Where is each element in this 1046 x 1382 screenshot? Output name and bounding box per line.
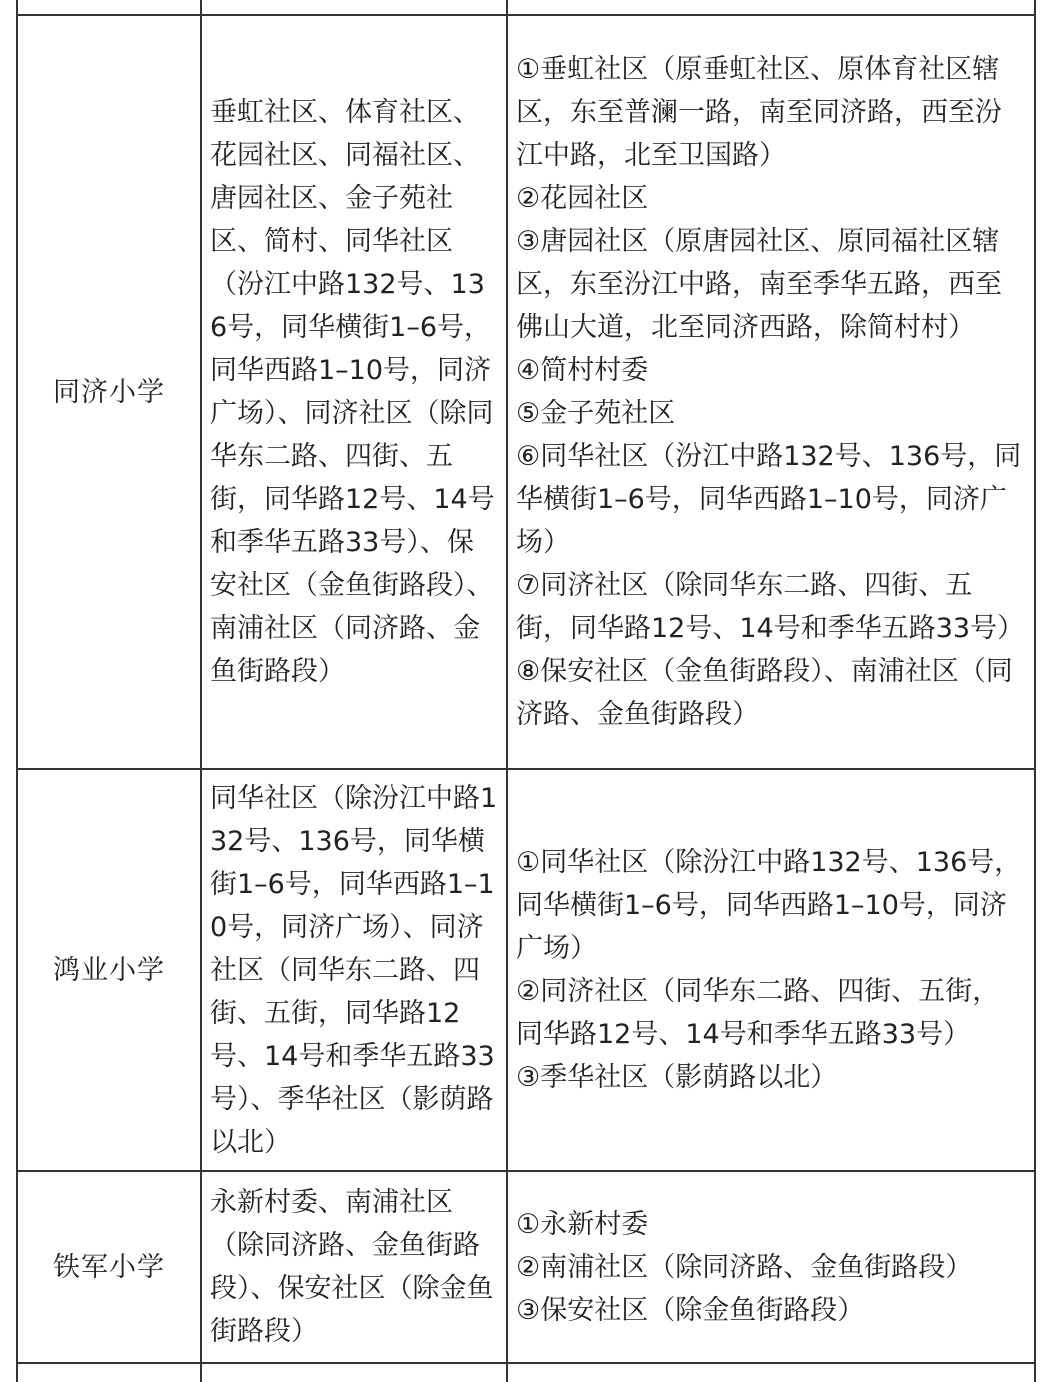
- district-details: [506, 770, 1036, 1170]
- detail-item: ③唐园社区（原唐园社区、原同福社区辖区，东至汾江中路，南至季华五路，西至佛山大道，北至同济西路，除简村村）: [516, 226, 1002, 343]
- detail-item: ③季华社区（影荫路以北）: [516, 1062, 838, 1093]
- detail-item: ①同华社区（除汾江中路132号、136号，同华横街1–6号，同华西路1–10号，同济广场）: [516, 847, 1022, 964]
- school-name: 同济小学: [16, 16, 200, 768]
- district-details: [506, 16, 1036, 768]
- detail-item: ②南浦社区（除同济路、金鱼街路段）: [516, 1251, 973, 1283]
- district-areas: [200, 1172, 506, 1362]
- district-areas: [200, 770, 506, 1170]
- school-district-table: [16, 0, 1036, 1382]
- detail-item: ③保安社区（除金鱼街路段）: [516, 1294, 865, 1326]
- school-name: 鸿业小学: [16, 770, 200, 1170]
- school-name: 铁军小学: [16, 1172, 200, 1362]
- district-areas: [200, 16, 506, 768]
- table-row: [16, 768, 1036, 1170]
- detail-item: ④简村村委: [516, 355, 649, 386]
- detail-item: ⑧保安社区（金鱼街路段）、南浦社区（同济路、金鱼街路段）: [516, 656, 1013, 730]
- detail-item: ⑤金子苑社区: [516, 398, 676, 429]
- cell-empty: [200, 1364, 506, 1382]
- detail-item: ①永新村委: [516, 1208, 649, 1240]
- detail-item: ⑦同济社区（除同华东二路、四街、五街，同华路12号、14号和季华五路33号）: [516, 570, 1025, 644]
- district-areas-text: 同华社区（除汾江中路132号、136号，同华横街1–6号，同华西路1–10号，同济广场）、同济社区（同华东二路、四街、五街，同华路12号、14号和季华五路33号）、季华社区（影荫路以北）: [210, 782, 498, 1158]
- table-row-previous-partial: [16, 0, 1036, 14]
- table-row: [16, 1170, 1036, 1362]
- detail-item: ②同济社区（同华东二路、四街、五街，同华路12号、14号和季华五路33号）: [516, 976, 1000, 1050]
- detail-item: ⑥同华社区（汾江中路132号、136号，同华横街1–6号，同华西路1–10号，同济广场）: [516, 441, 1022, 558]
- district-areas-text: 永新村委、南浦社区（除同济路、金鱼街路段）、保安社区（除金鱼街路段）: [210, 1187, 494, 1347]
- table-row-next-partial: [16, 1362, 1036, 1382]
- detail-item: ①垂虹社区（原垂虹社区、原体育社区辖区，东至普澜一路，南至同济路，西至汾江中路，北至卫国路）: [516, 54, 1002, 171]
- table-row: [16, 14, 1036, 768]
- district-areas-text: 垂虹社区、体育社区、花园社区、同福社区、唐园社区、金子苑社区、简村、同华社区（汾江中路132号、136号，同华横街1–6号，同华西路1–10号，同济广场）、同济社区（除同华东二路、四街、五街，同华路12号、14号和季华五路33号）、保安社区（金鱼街路段）、南浦社区（同济路、金鱼街路段）: [210, 97, 495, 687]
- detail-item: ②花园社区: [516, 183, 649, 214]
- cell-empty: [16, 0, 200, 14]
- cell-empty: [16, 1364, 200, 1382]
- district-details: [506, 1172, 1036, 1362]
- cell-empty: [200, 0, 506, 14]
- cell-empty: [506, 0, 1036, 14]
- cell-empty: [506, 1364, 1036, 1382]
